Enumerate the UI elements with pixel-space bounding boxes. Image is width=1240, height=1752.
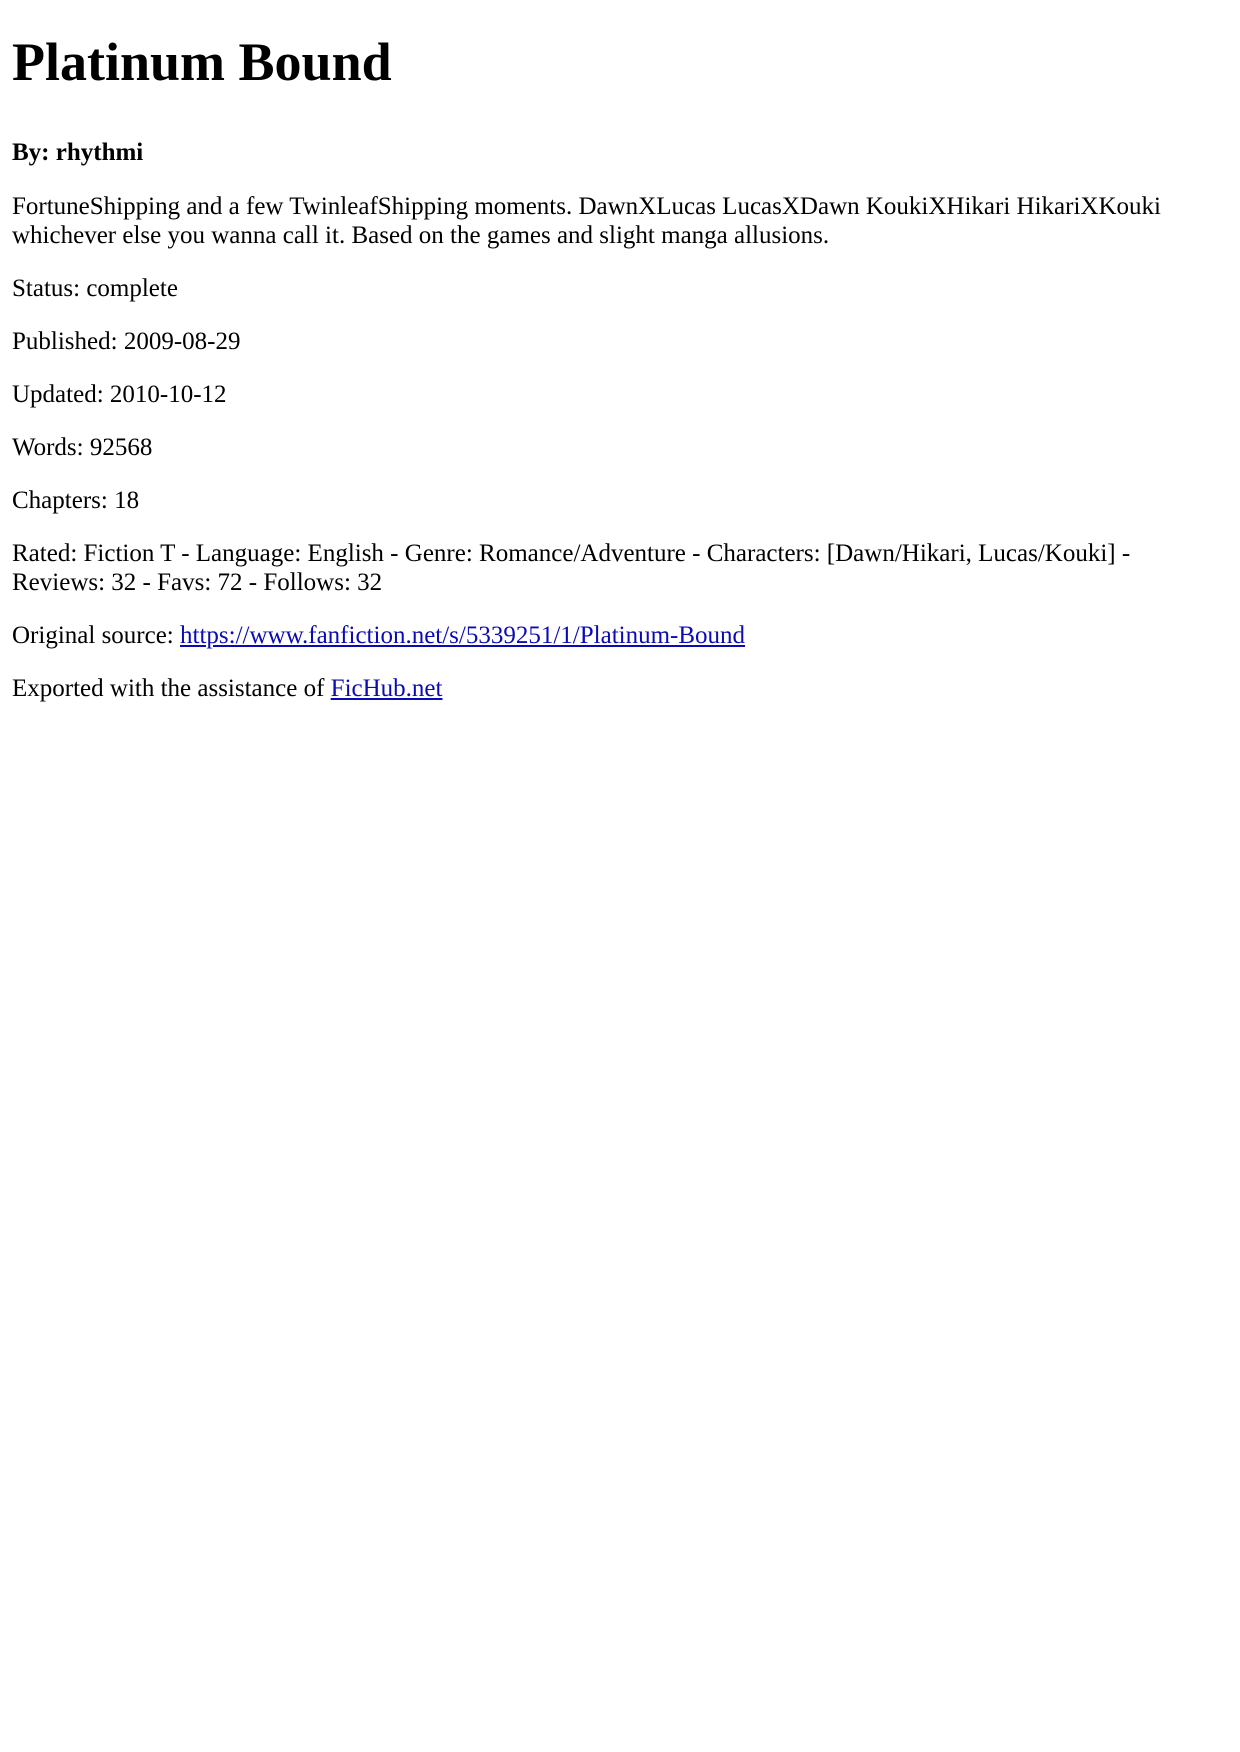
status-field: Status: complete (12, 275, 178, 302)
original-source-line (12, 621, 1202, 650)
updated-field: Updated: 2010-10-12 (12, 381, 227, 408)
published-field: Published: 2009-08-29 (12, 328, 241, 355)
export-credit-line (12, 674, 1202, 703)
words-field: Words: 92568 (12, 434, 153, 461)
rating-field: Rated: Fiction T - Language: English - Genre: Romance/Adventure - Characters: [Dawn/Hikari, Lucas/Kouki] - Reviews: 32 - Favs: 72 - Follows: 32 (12, 540, 1131, 596)
original-source-label: Original source: (12, 622, 181, 649)
fichub-link[interactable]: FicHub.net (330, 675, 443, 702)
chapters-field: Chapters: 18 (12, 487, 140, 514)
document-page (12, 0, 1202, 703)
story-description: FortuneShipping and a few TwinleafShipping moments. DawnXLucas LucasXDawn KoukiXHikari HikariXKouki whichever else you wanna call it. Based on the games and slight manga allusions. (12, 193, 1161, 249)
story-title: Platinum Bound (12, 32, 392, 92)
original-source-link[interactable]: https://www.fanfiction.net/s/5339251/1/Platinum-Bound (180, 622, 746, 649)
export-credit-label: Exported with the assistance of (12, 675, 331, 702)
author-line: By: rhythmi (12, 139, 144, 166)
